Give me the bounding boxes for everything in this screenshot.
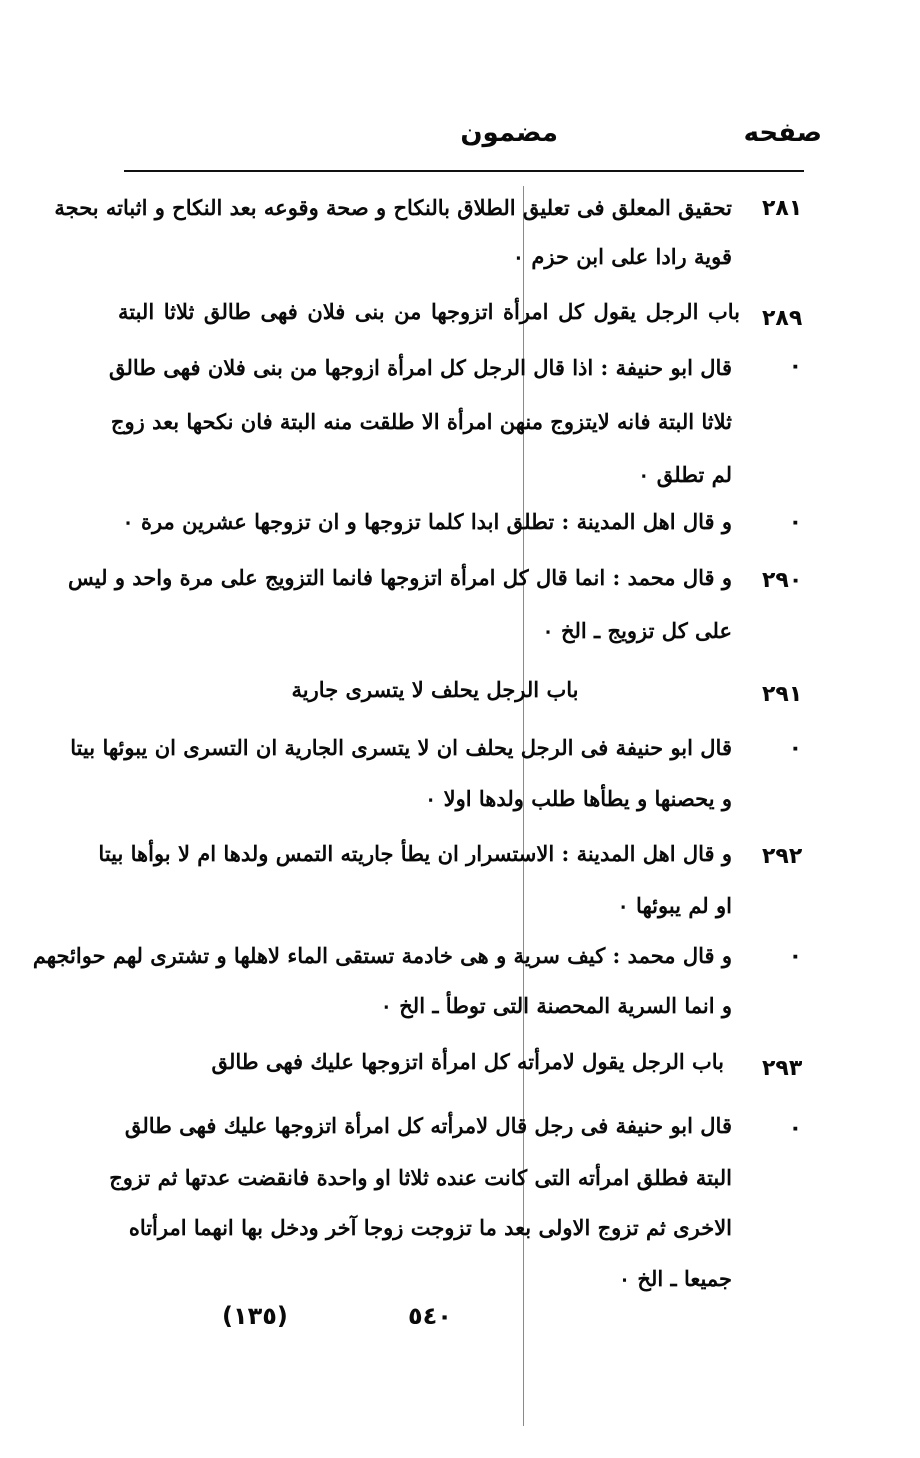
entry-number: ٢٩١ <box>762 682 803 707</box>
entry-number: ٢٩٠ <box>762 568 803 593</box>
entry-line: ثلاثا البتة فانه لايتزوج منهن امرأة الا طلقت منه البتة فان نكحها بعد زوج <box>110 409 732 434</box>
entry-line: او لم يبوئها ٠ <box>617 893 732 918</box>
bullet: ٠ <box>788 736 802 761</box>
bullet: ٠ <box>788 944 802 969</box>
entry-line: قوية رادا على ابن حزم ٠ <box>512 244 732 269</box>
header-rule <box>124 170 804 172</box>
entry-line: لم تطلق ٠ <box>638 462 732 487</box>
bullet: ٠ <box>788 510 802 535</box>
entry-number: ٢٩٢ <box>762 844 803 869</box>
bullet: ٠ <box>788 1116 802 1141</box>
entry-line: و قال اهل المدينة : الاستسرار ان يطأ جاريته التمس ولدها ام لا بوأها بيتا <box>98 841 732 866</box>
subject-column-header: مضمون <box>460 118 558 148</box>
bullet: ٠ <box>788 354 802 379</box>
entry-heading: باب الرجل يقول كل امرأة اتزوجها من بنى فلان فهى طالق ثلاثا البتة <box>118 299 740 324</box>
entry-line: و قال اهل المدينة : تطلق ابدا كلما تزوجها و ان تزوجها عشرين مرة ٠ <box>122 509 732 534</box>
entry-line: و قال محمد : كيف سرية و هى خادمة تستقى الماء لاهلها و تشترى لهم حوائجهم <box>32 943 732 968</box>
entry-heading: باب الرجل يقول لامرأته كل امرأة اتزوجها عليك فهى طالق <box>211 1049 724 1074</box>
entry-line: و يحصنها و يطأها طلب ولدها اولا ٠ <box>425 786 732 811</box>
entry-number: ٢٨٩ <box>762 306 803 331</box>
entry-line: و انما السرية المحصنة التى توطأ ـ الخ ٠ <box>380 993 732 1018</box>
entry-number: ٢٨١ <box>762 196 803 221</box>
entry-line: قال ابو حنيفة فى الرجل يحلف ان لا يتسرى الجارية ان التسرى ان يبوئها بيتا <box>70 735 732 760</box>
entry-number: ٢٩٣ <box>762 1056 803 1081</box>
page-column-header: صفحه <box>743 118 822 148</box>
entry-line: البتة فطلق امرأته التى كانت عنده ثلاثا او واحدة فانقضت عدتها ثم تزوج <box>109 1165 732 1190</box>
page-label: ٥٤٠ <box>408 1302 452 1330</box>
entry-line: تحقيق المعلق فى تعليق الطلاق بالنكاح و صحة وقوعه بعد النكاح و اثباته بحجة <box>54 195 732 220</box>
entry-heading: باب الرجل يحلف لا يتسرى جارية <box>291 677 579 702</box>
entry-line: جميعا ـ الخ ٠ <box>618 1266 732 1291</box>
entry-line: و قال محمد : انما قال كل امرأة اتزوجها فانما التزويج على مرة واحد و ليس <box>68 565 732 590</box>
entry-line: قال ابو حنيفة : اذا قال الرجل كل امرأة ازوجها من بنى فلان فهى طالق <box>108 355 732 380</box>
page-number: (١٣٥) <box>222 1302 288 1330</box>
entry-line: على كل تزويج ـ الخ ٠ <box>542 618 732 643</box>
entry-line: قال ابو حنيفة فى رجل قال لامرأته كل امرأة اتزوجها عليك فهى طالق <box>124 1113 732 1138</box>
entry-line: الاخرى ثم تزوج الاولى بعد ما تزوجت زوجا آخر ودخل بها انهما امرأتاه <box>128 1215 732 1240</box>
